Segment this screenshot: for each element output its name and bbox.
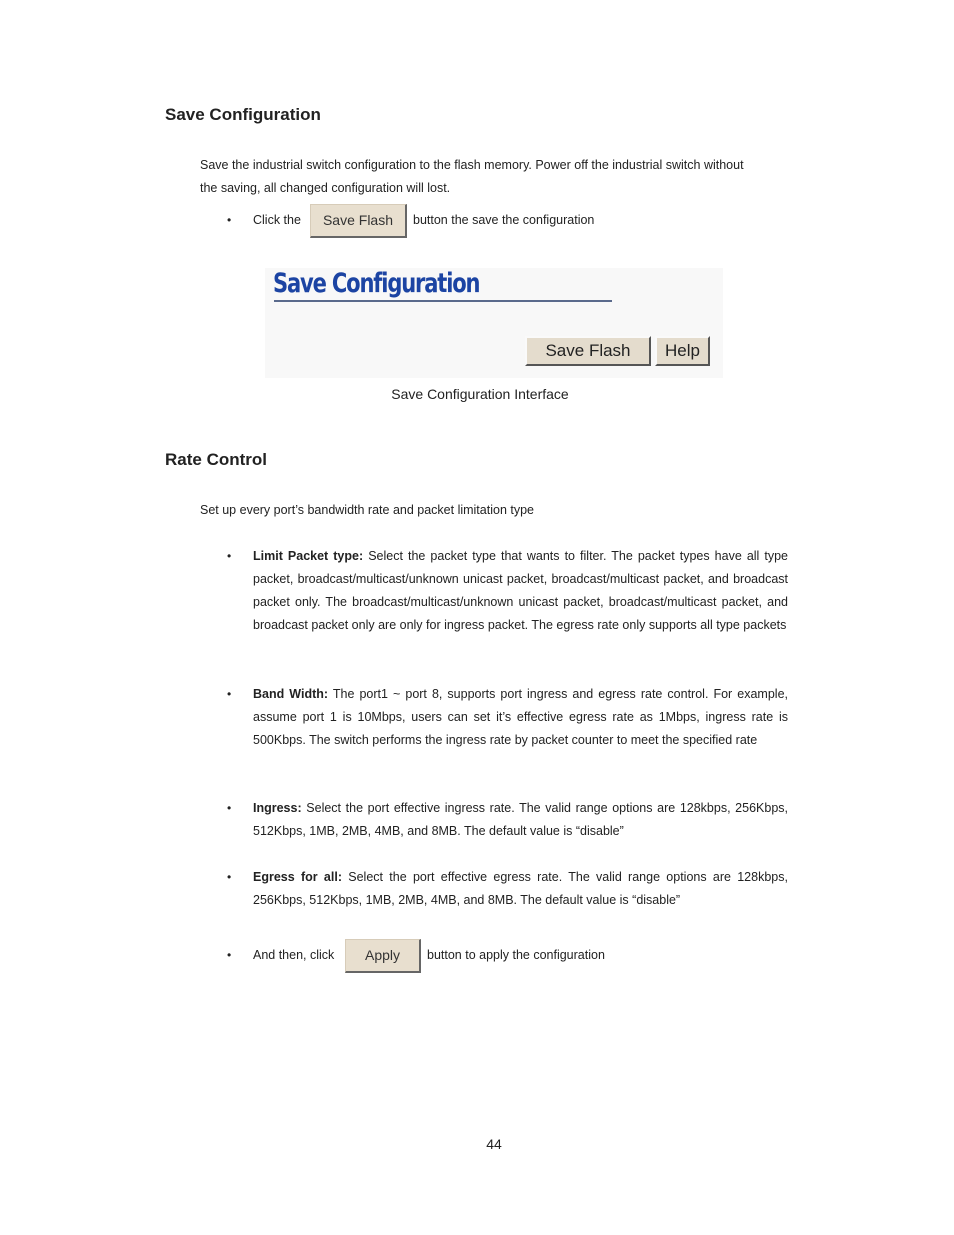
term-band-width: Band Width: (253, 687, 329, 701)
bullet-icon: • (227, 687, 232, 701)
apply-suffix: button to apply the configuration (427, 948, 605, 962)
list-item-egress-for-all (253, 866, 788, 912)
save-click-prefix: Click the (253, 213, 301, 227)
list-item-band-width (253, 683, 788, 752)
figure-caption (0, 386, 954, 402)
page-number-wrapper (0, 1136, 954, 1152)
list-item-ingress (253, 797, 788, 843)
term-limit-packet-type: Limit Packet type: (253, 549, 364, 563)
screenshot-help-button[interactable]: Help (655, 336, 710, 366)
save-description-line-1: Save the industrial switch configuration to the flash memory. Power off the industrial switch without (200, 158, 744, 172)
section-heading-rate-control: Rate Control (165, 450, 267, 469)
save-configuration-screenshot (265, 268, 723, 378)
save-description (200, 154, 800, 200)
term-ingress: Ingress: (253, 801, 302, 815)
rate-intro: Set up every port’s bandwidth rate and packet limitation type (200, 503, 534, 517)
figure-caption-text: Save Configuration Interface (391, 386, 569, 402)
bullet-icon: • (227, 948, 232, 962)
screenshot-save-flash-button[interactable]: Save Flash (525, 336, 651, 366)
bullet-icon: • (227, 870, 232, 884)
save-flash-button[interactable]: Save Flash (310, 204, 407, 238)
desc-ingress: Select the port effective ingress rate. The valid range options are 128kbps, 256Kbps, 512Kbps, 1MB, 2MB, 4MB, and 8MB. The default value is “disable” (253, 801, 788, 838)
bullet-icon: • (227, 213, 232, 227)
save-click-suffix: button the save the configuration (413, 213, 595, 227)
bullet-icon: • (227, 549, 232, 563)
screenshot-title: Save Configuration (273, 268, 480, 299)
term-egress-for-all: Egress for all: (253, 870, 342, 884)
section-heading-save-configuration: Save Configuration (165, 105, 321, 124)
list-item-limit-packet-type (253, 545, 788, 637)
screenshot-title-underline (274, 300, 612, 302)
desc-limit-packet-type: Select the packet type that wants to filter. The packet types have all type packet, broadcast/multicast/unknown unicast packet, broadcast/multicast packet, and broadcast packet only. The broadcast/multicast/unknown unicast packet, broadcast/multicast packet, and broadcast packet only are only for ingress packet. The egress rate only supports all type packets (253, 549, 788, 632)
apply-button[interactable]: Apply (345, 939, 421, 973)
page-number: 44 (486, 1136, 502, 1152)
apply-prefix: And then, click (253, 948, 335, 962)
desc-band-width: The port1 ~ port 8, supports port ingress and egress rate control. For example, assume port 1 is 10Mbps, users can set it’s effective egress rate as 1Mbps, ingress rate is 500Kbps. The switch performs the ingress rate by packet counter to meet the specified rate (253, 687, 788, 747)
save-description-line-2: the saving, all changed configuration will lost. (200, 181, 451, 195)
bullet-icon: • (227, 801, 232, 815)
desc-egress-for-all: Select the port effective egress rate. The valid range options are 128kbps, 256Kbps, 512Kbps, 1MB, 2MB, 4MB, and 8MB. The default value is “disable” (253, 870, 788, 907)
